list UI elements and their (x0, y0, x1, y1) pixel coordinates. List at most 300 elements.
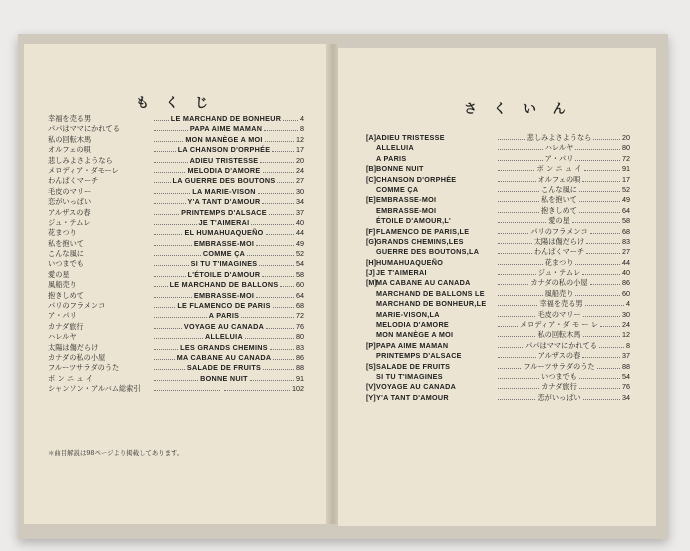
leader-dots (498, 191, 539, 192)
contents-page-number: 91 (296, 373, 305, 383)
leader-dots (224, 390, 290, 391)
contents-japanese-title: 毛皮のマリー (48, 186, 92, 196)
index-japanese-title: 私の回転木馬 (537, 330, 581, 340)
index-japanese-title: 私を抱いて (541, 195, 577, 205)
contents-row (48, 239, 304, 249)
leader-dots (154, 193, 190, 194)
index-page-number: 8 (626, 340, 631, 350)
leader-dots (498, 326, 518, 327)
leader-dots (590, 284, 620, 285)
leader-dots (498, 253, 532, 254)
contents-page-number: 64 (296, 290, 304, 300)
index-letter-key: [E] (366, 195, 376, 205)
contents-japanese-title: 幸福を売る男 (48, 114, 92, 123)
index-row (366, 382, 630, 392)
contents-row (48, 218, 304, 228)
index-japanese-title: 風船売り (544, 288, 574, 298)
contents-french-title: PAPA AIME MAMAN (189, 124, 263, 134)
index-row (366, 133, 630, 143)
index-japanese-title: ジュ・テムレ (537, 268, 581, 278)
leader-dots (582, 274, 620, 275)
leader-dots (258, 193, 294, 194)
index-row (366, 310, 630, 320)
contents-french-title: MA CABANE AU CANADA (176, 352, 272, 362)
leader-dots (579, 191, 620, 192)
contents-row (48, 249, 304, 259)
contents-page-number: 30 (296, 186, 304, 196)
contents-row (48, 291, 304, 301)
index-french-title: FLAMENCO DE PARIS,LE (376, 226, 470, 236)
index-row (366, 195, 630, 205)
contents-page-number: 27 (296, 176, 305, 186)
index-row (366, 320, 630, 330)
index-letter-key: [J] (366, 268, 375, 278)
index-japanese-title: カナダの私の小屋 (530, 278, 588, 288)
leader-dots (579, 212, 620, 213)
index-letter-key: [A] (366, 133, 376, 142)
index-japanese-title: カナダ旅行 (541, 382, 577, 392)
leader-dots (498, 243, 532, 244)
contents-japanese-title: わんぱくマーチ (48, 176, 99, 186)
leader-dots (579, 201, 620, 202)
leader-dots (600, 326, 620, 327)
contents-row (48, 114, 304, 124)
index-japanese-title: 毛皮のマリー (537, 309, 581, 319)
index-row (366, 154, 630, 164)
leader-dots (498, 170, 534, 171)
index-row (366, 164, 630, 174)
index-letter-key: [M] (366, 278, 377, 288)
index-japanese-title: パパはママにかれてる (525, 340, 597, 350)
contents-french-title: EMBRASSE-MOI (193, 238, 255, 248)
index-page-number: 12 (622, 330, 631, 340)
leader-dots (283, 120, 298, 121)
leader-dots (575, 264, 620, 265)
contents-page-number: 80 (296, 332, 304, 342)
leader-dots (154, 130, 188, 131)
leader-dots (154, 328, 182, 329)
leader-dots (498, 347, 523, 348)
contents-french-title: L'ÉTOILE D'AMOUR (187, 269, 261, 279)
index-japanese-title: アルザスの春 (537, 351, 581, 361)
index-french-title: EMBRASSE-MOI (376, 195, 437, 205)
leader-dots (154, 380, 198, 381)
index-japanese-title: わんぱくマーチ (533, 247, 585, 257)
leader-dots (154, 141, 183, 142)
index-page-number: 76 (622, 382, 631, 392)
contents-row (48, 124, 304, 134)
index-row (366, 362, 630, 372)
index-japanese-title: フルーツサラダのうた (523, 361, 595, 371)
leader-dots (498, 212, 539, 213)
leader-dots (269, 214, 294, 215)
contents-french-title: VOYAGE AU CANADA (183, 321, 265, 331)
leader-dots (498, 149, 543, 150)
contents-row (48, 270, 304, 280)
leader-dots (498, 181, 536, 182)
contents-french-title: EL HUMAHUAQUEÑO (184, 228, 264, 238)
contents-row (48, 301, 304, 311)
index-japanese-title: ア・パリ (544, 153, 574, 163)
index-page-number: 91 (622, 164, 631, 174)
index-letter-key: [G] (366, 236, 377, 246)
leader-dots (154, 286, 168, 287)
index-page-number: 24 (622, 320, 630, 330)
leader-dots (262, 276, 294, 277)
index-row (366, 237, 630, 247)
leader-dots (154, 224, 197, 225)
contents-japanese-title: オルフェの唄 (48, 145, 91, 155)
leader-dots (250, 380, 294, 381)
contents-japanese-title: パリのフラメンコ (48, 301, 106, 311)
contents-japanese-title: 花まつり (48, 228, 77, 238)
contents-title: も く じ (136, 96, 215, 111)
index-row (366, 351, 630, 361)
index-page-number: 49 (622, 195, 631, 205)
contents-japanese-title: 悲しみよさようなら (48, 155, 113, 165)
leader-dots (270, 349, 294, 350)
leader-dots (273, 307, 294, 308)
contents-french-title: LES GRANDS CHEMINS (180, 342, 268, 352)
leader-dots (575, 160, 620, 161)
contents-page-number: 17 (296, 145, 305, 155)
leader-dots (498, 222, 546, 223)
contents-french-title: SALADE DE FRUITS (186, 363, 262, 373)
contents-french-title: SI TU T'IMAGINES (190, 259, 258, 269)
leader-dots (590, 233, 620, 234)
index-page-number: 17 (622, 174, 630, 184)
contents-row (48, 228, 304, 238)
index-french-title: SI TU T'IMAGINES (376, 371, 443, 381)
leader-dots (154, 120, 169, 121)
leader-dots (241, 317, 294, 318)
leader-dots (579, 388, 620, 389)
leader-dots (579, 378, 620, 379)
index-french-title: CHANSON D'ORPHÉE (376, 174, 457, 184)
index-page-number: 4 (626, 299, 631, 309)
leader-dots (597, 368, 620, 369)
contents-japanese-title: パパはママにかれてる (48, 124, 120, 134)
contents-french-title: EMBRASSE-MOI (193, 290, 255, 300)
index-french-title: MON MANÈGE A MOI (376, 330, 454, 340)
contents-japanese-title: 抱きしめて (48, 290, 84, 300)
index-row (366, 185, 630, 195)
index-page-number: 54 (622, 371, 631, 381)
leader-dots (264, 130, 298, 131)
index-japanese-title: 抱きしめて (541, 205, 577, 215)
contents-japanese-title: ボ ン ニ ュ イ (48, 373, 94, 383)
index-row (366, 175, 630, 185)
contents-french-title: MELODIA D'AMORE (187, 165, 261, 175)
index-row (366, 216, 630, 226)
leader-dots (154, 203, 186, 204)
index-japanese-title: 悲しみよさようなら (526, 133, 592, 142)
contents-french-title: A PARIS (208, 311, 240, 321)
index-letter-key: [P] (366, 340, 376, 350)
leader-dots (154, 338, 203, 339)
index-row (366, 299, 630, 309)
contents-row (48, 187, 304, 197)
contents-row (48, 384, 304, 394)
leader-dots (260, 162, 294, 163)
index-french-title: JE T'AIMERAI (376, 268, 427, 278)
leader-dots (498, 284, 528, 285)
leader-dots (154, 390, 220, 391)
contents-page-number: 86 (296, 352, 305, 362)
contents-list (48, 114, 304, 395)
index-letter-key: [F] (366, 226, 376, 236)
contents-row (48, 135, 304, 145)
index-page-number: 44 (622, 257, 631, 267)
leader-dots (273, 359, 294, 360)
contents-french-title: LE MARCHAND DE BALLONS (169, 280, 279, 290)
contents-page-number: 4 (300, 114, 305, 123)
contents-page-number: 83 (296, 342, 305, 352)
index-page-number: 64 (622, 205, 631, 215)
contents-row (48, 156, 304, 166)
index-page-number: 86 (622, 278, 630, 288)
index-letter-key: [V] (366, 382, 376, 392)
leader-dots (154, 276, 186, 277)
leader-dots (575, 149, 620, 150)
index-page-number: 30 (622, 309, 631, 319)
contents-japanese-title: アルザスの春 (48, 207, 91, 217)
index-french-title: BONNE NUIT (376, 164, 424, 174)
contents-japanese-title: ジュ・テムレ (48, 217, 91, 227)
index-page-number: 40 (622, 268, 630, 278)
contents-row (48, 374, 304, 384)
index-row (366, 143, 630, 153)
contents-page-number: 34 (296, 197, 304, 207)
index-japanese-title: ハレルヤ (544, 143, 574, 153)
index-japanese-title: こんな風に (541, 184, 577, 194)
index-french-title: MARCHAND DE BONHEUR,LE (376, 299, 487, 309)
leader-dots (154, 265, 189, 266)
index-row (366, 258, 630, 268)
leader-dots (498, 274, 536, 275)
index-japanese-title: 花まつり (544, 257, 574, 267)
index-page-number: 27 (622, 247, 631, 257)
contents-french-title: ADIEU TRISTESSE (189, 155, 259, 165)
index-row (366, 393, 630, 403)
index-french-title: ADIEU TRISTESSE (376, 133, 445, 142)
contents-page-number: 24 (296, 165, 304, 175)
leader-dots (498, 201, 539, 202)
index-row (366, 341, 630, 351)
leader-dots (498, 388, 539, 389)
leader-dots (498, 160, 543, 161)
index-japanese-title: メロディア・ダ モ ー レ (519, 320, 599, 330)
contents-row (48, 332, 304, 342)
leader-dots (247, 255, 294, 256)
leader-dots (266, 328, 294, 329)
leader-dots (280, 286, 294, 287)
contents-row (48, 353, 304, 363)
leader-dots (245, 338, 294, 339)
leader-dots (154, 297, 192, 298)
leader-dots (498, 316, 535, 317)
index-row (366, 278, 630, 288)
contents-japanese-title: カナダの私の小屋 (48, 352, 106, 362)
index-french-title: MARIE-VISON,LA (376, 309, 440, 319)
contents-japanese-title: フルーツサラダのうた (48, 363, 120, 373)
contents-page-number: 49 (296, 238, 304, 248)
contents-page-number: 20 (296, 155, 304, 165)
index-japanese-title: 太陽は傷だらけ (533, 236, 585, 246)
leader-dots (154, 255, 201, 256)
leader-dots (572, 222, 620, 223)
contents-french-title: ALLELUIA (205, 332, 243, 342)
contents-page-number: 60 (296, 280, 305, 290)
index-japanese-title: パリのフラメンコ (530, 226, 588, 236)
contents-french-title: LA CHANSON D'ORPHÉE (177, 145, 271, 155)
contents-row (48, 145, 304, 155)
leader-dots (585, 305, 624, 306)
leader-dots (154, 214, 179, 215)
leader-dots (251, 224, 294, 225)
contents-row (48, 176, 304, 186)
index-page-number: 72 (622, 153, 631, 163)
index-letter-key: [Y] (366, 392, 376, 402)
contents-page-number: 8 (300, 124, 304, 134)
contents-french-title: MON MANÈGE A MOI (185, 134, 263, 144)
index-letter-key: [C] (366, 174, 376, 184)
leader-dots (584, 170, 620, 171)
leader-dots (498, 264, 543, 265)
contents-row (48, 208, 304, 218)
contents-page-number: 37 (296, 207, 304, 217)
leader-dots (154, 369, 185, 370)
contents-page-number: 44 (296, 228, 305, 238)
leader-dots (586, 243, 620, 244)
contents-page-number: 88 (296, 363, 305, 373)
leader-dots (154, 162, 188, 163)
contents-japanese-title: 愛の星 (48, 269, 70, 279)
index-row (366, 268, 630, 278)
index-page-number: 37 (622, 351, 630, 361)
contents-row (48, 197, 304, 207)
leader-dots (498, 233, 528, 234)
contents-page-number: 76 (296, 321, 304, 331)
leader-dots (498, 378, 539, 379)
contents-japanese-title: メロディア・ダモーレ (48, 165, 119, 175)
contents-japanese-title: 私を抱いて (48, 238, 84, 248)
index-title: さ く い ん (464, 102, 572, 117)
index-french-title: ALLELUIA (376, 143, 414, 153)
leader-dots (599, 347, 624, 348)
contents-page-number: 12 (296, 134, 304, 144)
leader-dots (498, 139, 525, 140)
contents-japanese-title: カナダ旅行 (48, 321, 84, 331)
leader-dots (263, 369, 294, 370)
index-page-number: 52 (622, 184, 631, 194)
index-french-title: SALADE DE FRUITS (376, 361, 451, 371)
contents-japanese-title: シャンソン・アルバム総索引 (48, 384, 141, 394)
index-french-title: VOYAGE AU CANADA (376, 382, 457, 392)
contents-page-number: 54 (296, 259, 304, 269)
contents-japanese-title: 恋がいっぱい (48, 197, 92, 207)
leader-dots (154, 234, 182, 235)
leader-dots (154, 307, 175, 308)
leader-dots (262, 203, 294, 204)
contents-row (48, 343, 304, 353)
leader-dots (593, 139, 620, 140)
index-page-number: 58 (622, 216, 631, 226)
index-letter-key: [B] (366, 164, 376, 174)
index-french-title: ÉTOILE D'AMOUR,L' (376, 216, 452, 226)
leader-dots (263, 172, 294, 173)
index-french-title: PAPA AIME MAMAN (376, 340, 449, 350)
contents-french-title: Y'A TANT D'AMOUR (187, 197, 261, 207)
contents-row (48, 259, 304, 269)
index-page-number: 34 (622, 392, 631, 402)
leader-dots (583, 336, 620, 337)
index-letter-key: [H] (366, 257, 376, 267)
contents-page-number: 72 (296, 311, 305, 321)
leader-dots (256, 245, 294, 246)
index-page-number: 20 (622, 133, 631, 142)
index-japanese-title: オルフェの唄 (537, 174, 581, 184)
index-french-title: GUERRE DES BOUTONS,LA (376, 247, 480, 257)
leader-dots (586, 253, 620, 254)
index-page-number: 80 (622, 143, 631, 153)
leader-dots (498, 357, 536, 358)
index-french-title: GRANDS CHEMINS,LES (376, 236, 464, 246)
contents-row (48, 166, 304, 176)
index-french-title: HUMAHUAQUEÑO (376, 257, 444, 267)
index-japanese-title: 恋がいっぱい (537, 392, 581, 402)
index-french-title: COMME ÇA (376, 184, 419, 194)
contents-footnote: ＊曲目解説は98ページより掲載してあります。 (48, 449, 184, 457)
index-row (366, 330, 630, 340)
contents-french-title: BONNE NUIT (200, 373, 248, 383)
contents-french-title: COMME ÇA (202, 249, 246, 259)
contents-french-title: JE T'AIMERAI (198, 217, 250, 227)
leader-dots (583, 399, 620, 400)
contents-japanese-title: いつまでも (48, 259, 84, 269)
index-page-number: 68 (622, 226, 631, 236)
contents-page-number: 68 (296, 301, 305, 311)
leader-dots (498, 305, 537, 306)
contents-french-title: PRINTEMPS D'ALSACE (181, 207, 267, 217)
index-japanese-title: 幸福を売る男 (539, 299, 583, 309)
leader-dots (154, 245, 192, 246)
leader-dots (498, 399, 535, 400)
leader-dots (272, 151, 294, 152)
leader-dots (582, 357, 620, 358)
leader-dots (583, 316, 620, 317)
leader-dots (154, 182, 171, 183)
leader-dots (582, 181, 620, 182)
index-french-title: A PARIS (376, 153, 407, 163)
contents-french-title: LE MARCHAND DE BONHEUR (170, 114, 282, 123)
index-french-title: MELODIA D'AMORE (376, 320, 450, 330)
index-french-title: EMBRASSE-MOI (376, 205, 437, 215)
leader-dots (498, 295, 543, 296)
contents-page-number: 58 (296, 269, 304, 279)
contents-row (48, 280, 304, 290)
index-french-title: Y'A TANT D'AMOUR (376, 392, 449, 402)
contents-french-title: LA GUERRE DES BOUTONS (172, 176, 276, 186)
contents-japanese-title: 風船売り (48, 280, 77, 290)
index-page-number: 83 (622, 236, 631, 246)
index-french-title: MARCHAND DE BALLONS LE (376, 288, 485, 298)
leader-dots (498, 368, 521, 369)
leader-dots (265, 141, 294, 142)
index-list (366, 133, 630, 403)
leader-dots (266, 234, 294, 235)
leader-dots (498, 336, 535, 337)
